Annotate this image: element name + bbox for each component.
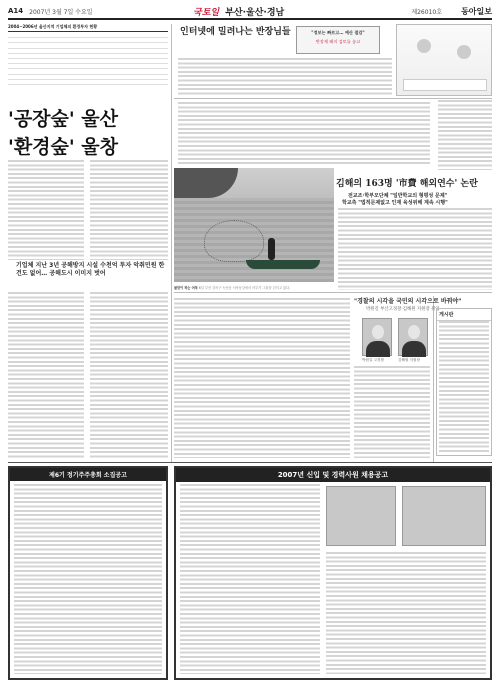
photo-fisherman (268, 238, 275, 260)
portrait-caption: 김해원 지원장 (398, 358, 420, 362)
ad-title: 제6기 정기주주총회 소집공고 (10, 468, 166, 481)
main-headline-line1: '공장숲' 울산 (8, 108, 119, 130)
article-subhead: 기업체 지난 3년 공해방지 시설 수천억 투자 악취민원 한건도 없어… 공해도시 이미지 벗어 (16, 262, 165, 277)
section-logo: 국토일 (193, 8, 220, 18)
photo-caption-title: 봄맞이 하는 어부 (174, 286, 198, 290)
article-body (338, 208, 492, 290)
notice-board (436, 308, 492, 456)
photo-trees (174, 168, 238, 198)
article-body (90, 160, 168, 260)
ad-photo (402, 486, 486, 546)
article-body (8, 292, 84, 458)
portrait-face (372, 325, 384, 339)
section-divider (8, 462, 492, 463)
investment-table (8, 24, 168, 96)
ad-photo (326, 486, 396, 546)
quote-line2: 반장제 폐지 검토를 놓고 (315, 39, 361, 44)
profile-subhead: 박원길 부산고경찰·김해원 지원장 취임 (366, 307, 440, 312)
recruitment-ad (174, 466, 492, 680)
masthead (8, 4, 492, 20)
mid-headline: 김해의 163명 '市費 해외연수' 논란 (336, 179, 478, 189)
illustration-image (396, 24, 492, 96)
portrait-body (402, 341, 426, 357)
portrait-photo (362, 318, 392, 356)
portrait-body (366, 341, 390, 357)
portrait-caption: 박원길 고경찰 (362, 358, 384, 362)
person-figure (457, 45, 471, 59)
notice-body (439, 321, 489, 453)
column-divider (171, 24, 172, 462)
portrait-face (408, 325, 420, 339)
article-body (90, 292, 168, 458)
profile-headline: "경찰의 시각을 국민의 시각으로 바꿔야" (354, 298, 462, 305)
shareholder-notice-ad (8, 466, 168, 680)
photo-boat (246, 260, 320, 269)
quote-box (296, 26, 380, 54)
photo-net (204, 220, 264, 262)
section-divider (174, 292, 492, 293)
photo-caption-text: 6일 부산 강서구 녹산동 서낙동강에서 어부가 그물을 던지고 있다. (198, 286, 290, 290)
portrait-photo (398, 318, 428, 356)
illustration-sign (403, 79, 487, 91)
photo-caption (174, 285, 334, 290)
section-divider (174, 98, 492, 99)
article-body (178, 58, 392, 96)
mid-subhead-2: 학교측 "법적문제없고 인재 육성위해 계속 시행" (342, 200, 448, 206)
article-body (178, 102, 430, 164)
article-body (354, 366, 430, 458)
page-number: A14 (8, 7, 24, 15)
newspaper-name: 동아일보 (461, 6, 492, 16)
fisherman-photo (174, 168, 334, 282)
person-figure (417, 39, 431, 53)
ad-title: 2007년 신입 및 경력사원 채용공고 (176, 468, 490, 482)
table-title: 2004~2006년 울산지역 기업체의 환경투자 현황 (8, 24, 168, 32)
mid-subhead-1: 전교조·학부모단체 "일반학교의 형평성 문제" (348, 193, 448, 199)
table-row (8, 80, 168, 85)
notice-title: 게시판 (437, 309, 491, 321)
issue-number: 제26010호 (411, 8, 442, 16)
main-headline-line2: '환경숲' 울창 (8, 136, 119, 158)
issue-date: 2007년 3월 7일 수요일 (29, 8, 93, 16)
ad-body (14, 484, 162, 674)
column-divider (433, 296, 434, 462)
top-headline: 인터넷에 밀려나는 반장님들 (180, 27, 291, 37)
article-body (174, 298, 350, 458)
article-body (8, 160, 84, 260)
article-body (438, 100, 492, 170)
quote-line1: "정보는 빠르고… 예산 절감" (311, 30, 365, 35)
ad-body (326, 552, 486, 674)
ad-body (180, 484, 320, 674)
section-name: 부산·울산·경남 (225, 8, 285, 18)
section-title (193, 5, 284, 18)
